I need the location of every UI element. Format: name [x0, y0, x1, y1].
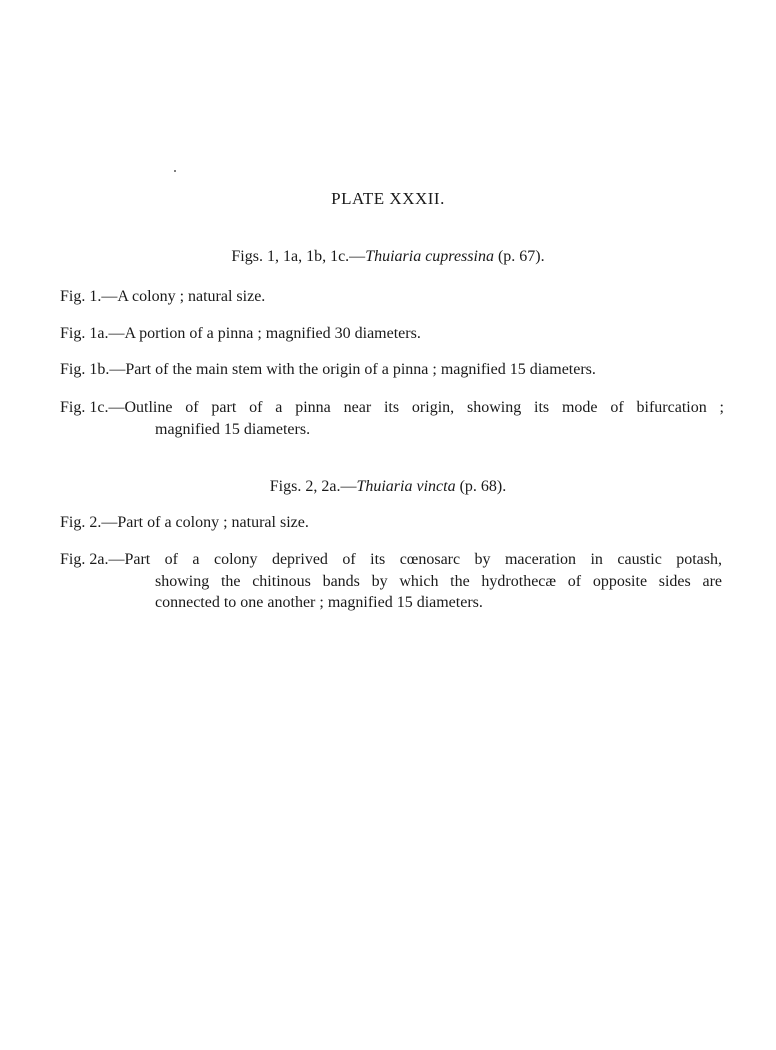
figure-label: Fig. 1a.— [60, 325, 125, 342]
figure-label: Fig. 1b.— [60, 361, 126, 378]
figure-description: Part of the main stem with the origin of a pinna ; magnified 15 diameters. [125, 361, 596, 378]
figure-description-line-2: magnified 15 diameters. [155, 420, 311, 438]
figure-caption-1a [60, 323, 720, 345]
figure-description-line-2: showing the chitinous bands by which the hydrothecæ of opposite sides are [155, 572, 722, 590]
plate-title: PLATE XXXII. [331, 189, 445, 208]
figure-label: Fig. 2.— [60, 514, 118, 531]
figure-caption-1 [60, 286, 720, 308]
section-heading-suffix: (p. 68). [455, 478, 507, 495]
section-heading-thuiaria-vincta [0, 476, 776, 498]
figure-description-line-3: connected to one another ; magnified 15 diameters. [155, 594, 483, 612]
section-heading-prefix: Figs. 1, 1a, 1b, 1c.— [231, 248, 366, 265]
figure-caption-1c [60, 397, 724, 440]
figure-description: A portion of a pinna ; magnified 30 diameters. [124, 325, 421, 342]
figure-label: Fig. 1c.— [60, 399, 125, 416]
print-speck [174, 170, 176, 172]
figure-description-line-1: Outline of part of a pinna near its origin, showing its mode of bifurcation ; [124, 399, 724, 416]
figure-label: Fig. 1.— [60, 288, 118, 305]
figure-caption-1b [60, 359, 720, 381]
species-name: Thuiaria vincta [356, 478, 456, 495]
species-name: Thuiaria cupressina [365, 248, 494, 265]
section-heading-thuiaria-cupressina [0, 246, 776, 268]
figure-caption-2a [60, 549, 722, 614]
figure-description-line-1: Part of a colony deprived of its cœnosarc by maceration in caustic potash, [124, 551, 722, 568]
figure-description: A colony ; natural size. [117, 288, 266, 305]
figure-caption-2 [60, 512, 720, 534]
figure-label: Fig. 2a.— [60, 551, 125, 568]
section-heading-prefix: Figs. 2, 2a.— [269, 478, 357, 495]
figure-description: Part of a colony ; natural size. [117, 514, 309, 531]
section-heading-suffix: (p. 67). [493, 248, 545, 265]
